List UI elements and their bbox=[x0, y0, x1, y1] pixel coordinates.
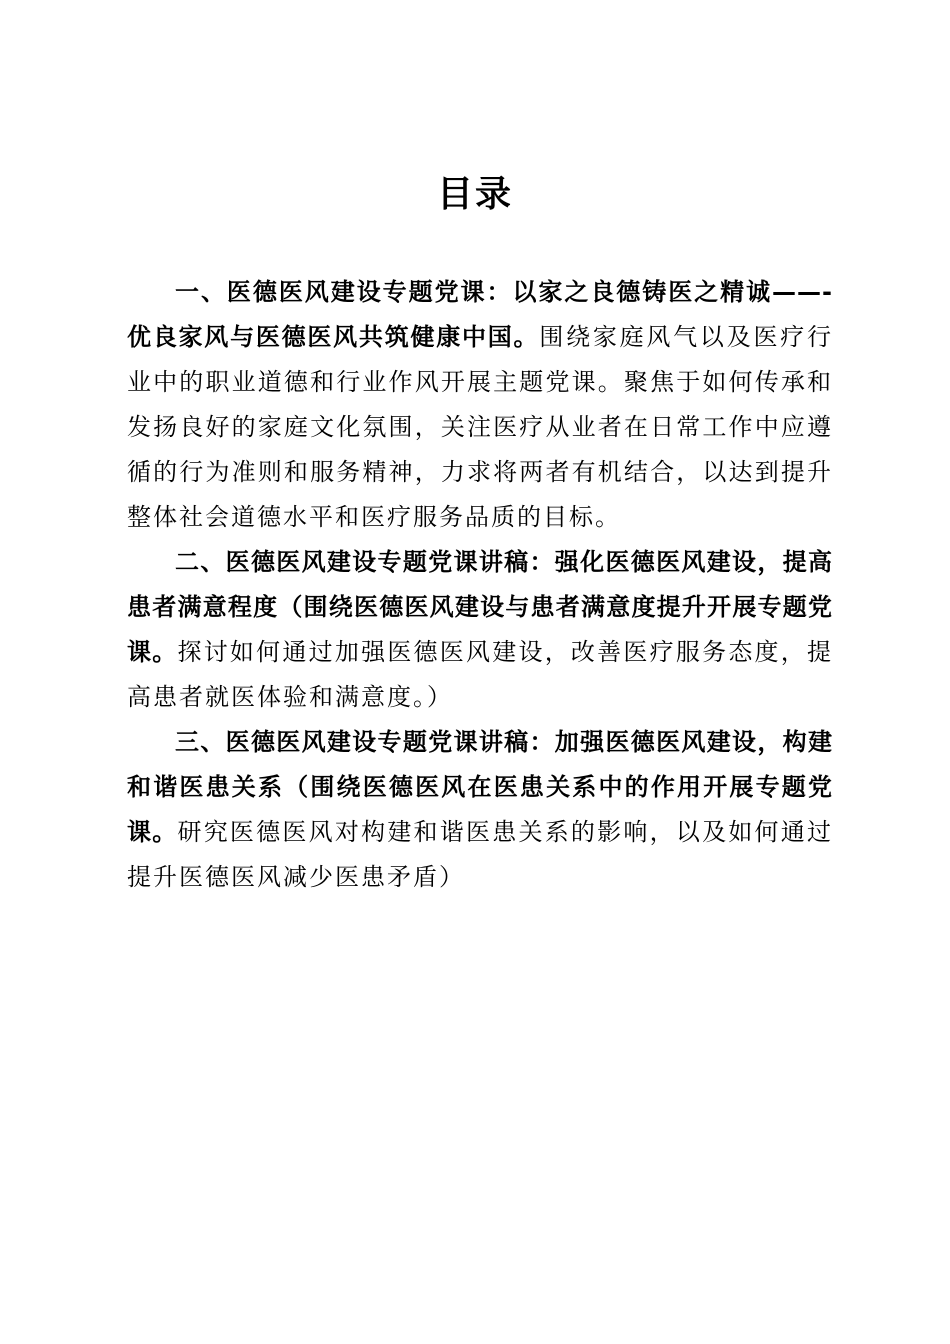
toc-entry-2-heading: 二、医德医风建设专题党课讲稿：强化医德医风建设，提高患者满意程度（围绕医德医风建设与患者满意度提升开展专题党课。 bbox=[127, 548, 833, 666]
toc-entry-1-description: 围绕家庭风气以及医疗行业中的职业道德和行业作风开展主题党课。聚焦于如何传承和发扬良好的家庭文化氛围，关注医疗从业者在日常工作中应遵循的行为准则和服务精神，力求将两者有机结合，以达到提升整体社会道德水平和医疗服务品质的目标。 bbox=[127, 323, 834, 531]
toc-entry-3-heading: 三、医德医风建设专题党课讲稿：加强医德医风建设，构建和谐医患关系（围绕医德医风在医患关系中的作用开展专题党课。 bbox=[127, 728, 833, 846]
table-of-contents bbox=[127, 270, 833, 900]
toc-entry-1-heading: 一、医德医风建设专题党课：以家之良德铸医之精诚——-优良家风与医德医风共筑健康中国。 bbox=[127, 278, 833, 351]
toc-entry-2-description: 探讨如何通过加强医德医风建设，改善医疗服务态度，提高患者就医体验和满意度。） bbox=[127, 638, 834, 711]
page-title: 目录 bbox=[436, 174, 513, 215]
toc-entry-2 bbox=[127, 540, 833, 720]
toc-entry-3 bbox=[127, 720, 833, 900]
toc-entry-3-description: 研究医德医风对构建和谐医患关系的影响，以及如何通过提升医德医风减少医患矛盾） bbox=[127, 818, 834, 891]
toc-entry-1 bbox=[127, 270, 833, 540]
